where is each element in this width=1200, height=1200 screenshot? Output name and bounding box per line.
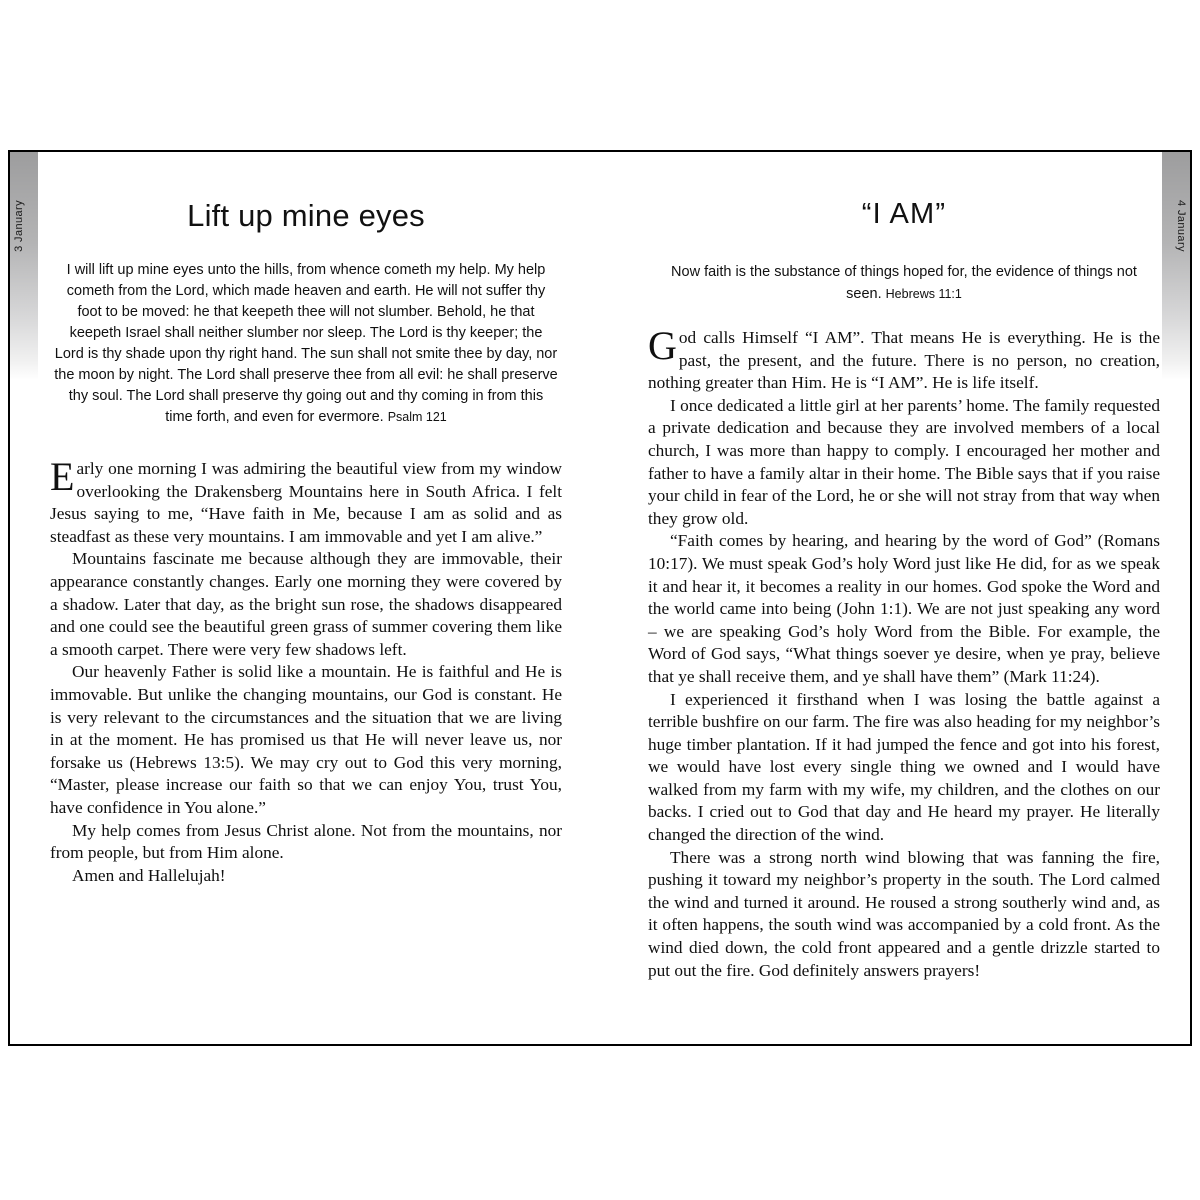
paragraph: I once dedicated a little girl at her parents’ home. The family requested a private dedication and because they are involved members of a local church, I was more than happy to comply. I encouraged her mother and father to have a family altar in their home. The Bible says that if you raise your child in fear of the Lord, he or she will not stray from that way when they grow old. <box>648 395 1160 528</box>
right-page-scripture-text: Now faith is the substance of things hoped for, the evidence of things not seen. <box>671 264 1137 302</box>
paragraph-text: arly one morning I was admiring the beautiful view from my window overlooking the Drakensberg Mountains here in South Africa. I felt Jesus saying to me, “Have faith in Me, because I am as solid and as steadfast as these very mountains. I am immovable and yet I am alive.” <box>50 459 562 546</box>
right-page-edge-tab <box>1162 152 1190 380</box>
right-page-content <box>648 152 1160 1044</box>
paragraph: Mountains fascinate me because although they are immovable, their appearance constantly changes. Early one morning they were covered by a shadow. Later that day, as the bright sun rose, the shadows disappeared and one could see the beautiful green grass of summer covering them like a smooth carpet. There were very few shadows left. <box>50 549 562 659</box>
paragraph: Our heavenly Father is solid like a mountain. He is faithful and He is immovable. But unlike the changing mountains, our God is constant. He is very relevant to the circumstances and the situation that we are living in at the moment. He has promised us that He will never leave us, nor forsake us (Hebrews 13:5). We may cry out to God this very morning, “Master, please increase our faith so that we can enjoy You, trust You, have confidence in You alone.” <box>50 662 562 817</box>
paragraph-text: od calls Himself “I AM”. That means He is everything. He is the past, the present, and the future. There is no person, no creation, nothing greater than Him. He is “I AM”. He is life itself. <box>648 328 1160 393</box>
paragraph: Amen and Hallelujah! <box>72 865 226 885</box>
right-page-scripture-reference: Hebrews 11:1 <box>885 287 962 301</box>
left-page-date-label: 3 January <box>13 200 25 252</box>
paragraph: “Faith comes by hearing, and hearing by the word of God” (Romans 10:17). We must speak God’s holy Word just like He did, for as we speak it and hear it, it becomes a reality in our homes. God spoke the Word and the world came into being (John 1:1). We are not just speaking any word – we are speaking God’s holy Word from the Bible. For example, the Word of God says, “What things soever ye desire, when ye pray, believe that ye shall receive them, and ye shall have them” (Mark 11:24). <box>648 531 1160 686</box>
right-page-title: “I AM” <box>861 198 947 230</box>
right-page-dropcap: G <box>648 323 677 368</box>
left-page-title: Lift up mine eyes <box>187 198 425 233</box>
right-page <box>600 152 1190 1044</box>
paragraph: My help comes from Jesus Christ alone. Not from the mountains, nor from people, but from Him alone. <box>50 820 562 863</box>
left-page-content <box>50 152 562 1044</box>
left-page-body <box>50 454 562 887</box>
paragraph <box>648 323 1160 395</box>
book-pages <box>8 150 1192 1046</box>
left-page <box>10 152 600 1044</box>
left-page-scripture <box>50 260 562 428</box>
left-page-dropcap: E <box>50 454 75 499</box>
paragraph: I experienced it firsthand when I was losing the battle against a terrible bushfire on our farm. The fire was also heading for my neighbor’s huge timber plantation. If it had jumped the fence and got into his forest, we would have lost every single thing we owned and I would have walked from my farm with my wife, my children, and the clothes on our backs. I cried out to God that day and He heard my prayer. He literally changed the direction of the wind. <box>648 689 1160 845</box>
right-page-scripture <box>648 261 1160 305</box>
left-page-scripture-text: I will lift up mine eyes unto the hills, from whence cometh my help. My help cometh from the Lord, which made heaven and earth. He will not suffer thy foot to be moved: he that keepeth thee will not slumber. Behold, he that keepeth Israel shall neither slumber nor sleep. The Lord is thy keeper; the Lord is thy shade upon thy right hand. The sun shall not smite thee by day, nor the moon by night. The Lord shall preserve thee from all evil: he shall preserve thy soul. The Lord shall preserve thy going out and thy coming in from this time forth, and even for evermore. <box>54 262 558 425</box>
right-page-date-label: 4 January <box>1175 200 1187 252</box>
book-spread <box>8 150 1192 1046</box>
left-page-scripture-reference: Psalm 121 <box>387 410 447 424</box>
right-page-body <box>648 323 1160 982</box>
left-page-edge-tab <box>10 152 38 380</box>
paragraph <box>50 454 562 548</box>
paragraph: There was a strong north wind blowing that was fanning the fire, pushing it toward my neighbor’s property in the south. The Lord calmed the wind and turned it around. He roused a strong southerly wind and, as it often happens, the south wind was accompanied by a cold front. As the wind died down, the cold front appeared and a gentle drizzle started to put out the fire. God definitely answers prayers! <box>648 847 1160 980</box>
